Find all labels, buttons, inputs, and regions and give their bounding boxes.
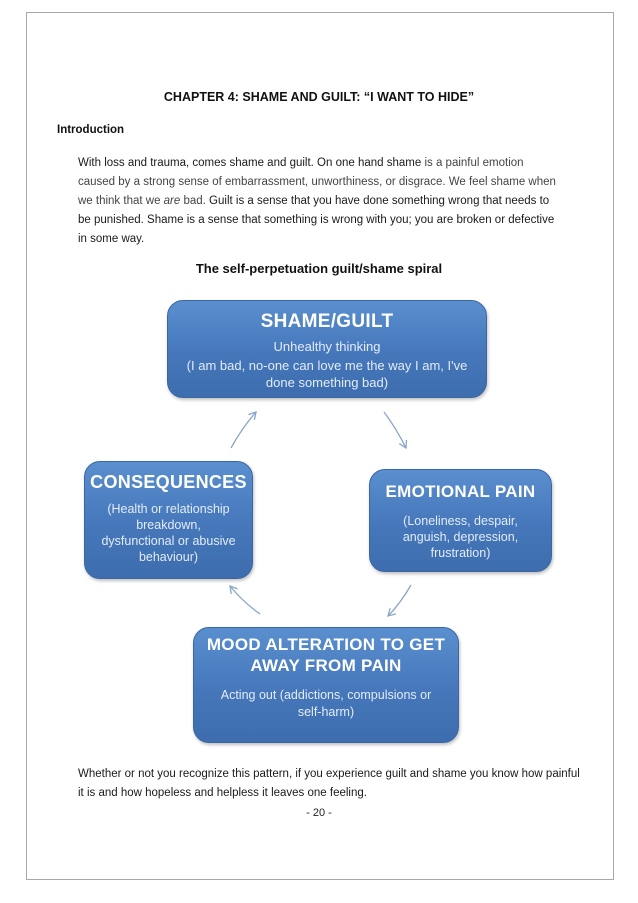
consequences-line: breakdown, xyxy=(136,518,201,532)
emotional-pain-heading: EMOTIONAL PAIN xyxy=(385,482,536,501)
consequences-description xyxy=(85,501,252,565)
emotional-pain-line: (Loneliness, despair, xyxy=(403,514,518,528)
consequences-line: behaviour) xyxy=(138,550,199,564)
intro-text-3: bad. xyxy=(180,195,206,207)
intro-text-2: is a painful emotion caused by a strong sense of embarrassment, unworthiness, or disgrace. We feel shame when we think that we xyxy=(78,157,556,207)
consequences-line: (Health or relationship xyxy=(107,502,230,516)
shame-guilt-description xyxy=(168,357,486,391)
shame-guilt-subheading: Unhealthy thinking xyxy=(273,339,381,354)
consequences-box xyxy=(84,461,253,579)
consequences-line: dysfunctional or abusive xyxy=(101,534,236,548)
page-number: - 20 - xyxy=(306,807,332,819)
arrow-consequences-to-shame xyxy=(231,412,256,448)
arrow-shame-to-emotional xyxy=(384,412,406,448)
shame-guilt-heading: SHAME/GUILT xyxy=(260,311,394,332)
mood-line: self-harm) xyxy=(297,705,355,719)
intro-emphasis: are xyxy=(163,195,181,207)
intro-text-1: With loss and trauma, comes shame and guilt. On one hand shame xyxy=(78,157,425,169)
section-heading: Introduction xyxy=(57,124,125,136)
diagram-title: The self-perpetuation guilt/shame spiral xyxy=(195,261,443,276)
emotional-pain-box xyxy=(369,469,552,572)
intro-text-4: Guilt is a sense that you have done something wrong that needs to be punished. Shame is a sense that something is wrong with you; you are broken or defective in some way. xyxy=(78,195,555,245)
closing-paragraph: Whether or not you recognize this pattern, if you experience guilt and shame you know how painful it is and how hopeless and helpless it leaves one feeling. xyxy=(78,768,580,799)
emotional-pain-line: frustration) xyxy=(430,546,491,560)
mood-heading-line: MOOD ALTERATION TO GET xyxy=(206,635,446,654)
mood-alteration-box xyxy=(193,627,459,743)
chapter-title: CHAPTER 4: SHAME AND GUILT: “I WANT TO HIDE” xyxy=(163,90,475,104)
mood-heading-line: AWAY FROM PAIN xyxy=(250,656,402,675)
mood-alteration-description xyxy=(194,687,458,721)
shame-guilt-line: (I am bad, no-one can love me the way I am, I've xyxy=(186,358,468,373)
emotional-pain-description xyxy=(370,513,551,561)
consequences-heading: CONSEQUENCES xyxy=(90,472,247,492)
arrow-emotional-to-mood xyxy=(388,585,411,616)
shame-guilt-box xyxy=(167,300,487,398)
shame-guilt-line: done something bad) xyxy=(265,375,389,390)
arrow-mood-to-consequences xyxy=(230,586,260,614)
mood-line: Acting out (addictions, compulsions or xyxy=(220,688,432,702)
mood-alteration-heading xyxy=(194,634,458,676)
emotional-pain-line: anguish, depression, xyxy=(402,530,519,544)
